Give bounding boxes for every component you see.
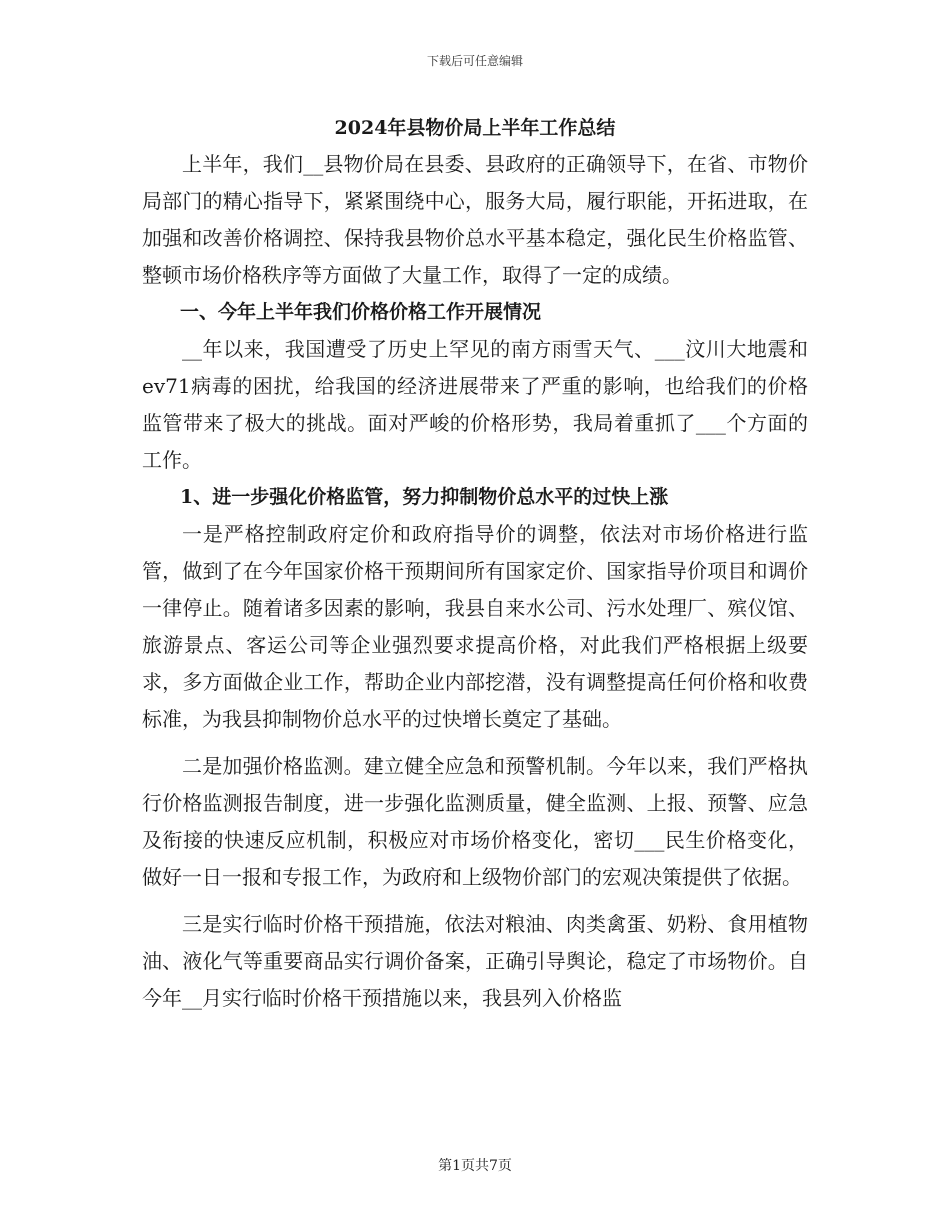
subsection-heading-1: 1、进一步强化价格监管，努力抑制物价总水平的过快上涨 [180, 486, 669, 508]
document-body [142, 110, 808, 1017]
paragraph-item-1: 一是严格控制政府定价和政府指导价的调整，依法对市场价格进行监管，做到了在今年国家价格干预期间所有国家定价、国家指导价项目和调价一律停止。随着诸多因素的影响，我县自来水公司、污水处理厂、殡仪馆、旅游景点、客运公司等企业强烈要求提高价格，对此我们严格根据上级要求，多方面做企业工作，帮助企业内部挖潜，没有调整提高任何价格和收费标准，为我县抑制物价总水平的过快增长奠定了基础。 [142, 522, 808, 731]
section-heading-1: 一、今年上半年我们价格价格工作开展情况 [180, 301, 542, 323]
page-footer-number: 第1页共7页 [438, 1158, 512, 1174]
paragraph-intro: 上半年，我们__县物价局在县委、县政府的正确领导下，在省、市物价局部门的精心指导下，紧紧围绕中心，服务大局，履行职能，开拓进取，在加强和改善价格调控、保持我县物价总水平基本稳定，强化民生价格监管、整顿市场价格秩序等方面做了大量工作，取得了一定的成绩。 [142, 152, 808, 287]
paragraph-item-3: 三是实行临时价格干预措施，依法对粮油、肉类禽蛋、奶粉、食用植物油、液化气等重要商品实行调价备案，正确引导舆论，稳定了市场物价。自今年__月实行临时价格干预措施以来，我县列入价格监 [142, 912, 808, 1010]
document-title: 2024年县物价局上半年工作总结 [334, 117, 616, 139]
page-header-note: 下载后可任意编辑 [426, 54, 523, 68]
paragraph-overview: __年以来，我国遭受了历史上罕见的南方雨雪天气、___汶川大地震和ev71病毒的困扰，给我国的经济进展带来了严重的影响，也给我们的价格监管带来了极大的挑战。面对严峻的价格形势，我局着重抓了___个方面的工作。 [142, 337, 808, 472]
paragraph-item-2: 二是加强价格监测。建立健全应急和预警机制。今年以来，我们严格执行价格监测报告制度，进一步强化监测质量，健全监测、上报、预警、应急及衔接的快速反应机制，积极应对市场价格变化，密切___民生价格变化，做好一日一报和专报工作，为政府和上级物价部门的宏观决策提供了依据。 [142, 754, 808, 889]
